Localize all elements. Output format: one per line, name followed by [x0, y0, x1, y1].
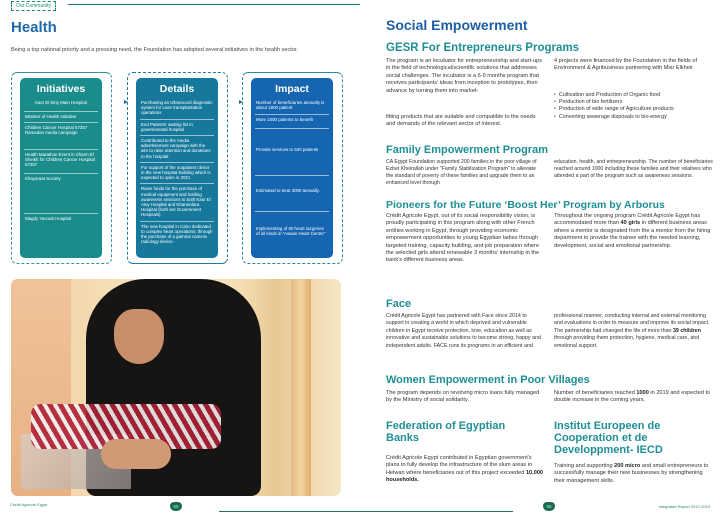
- gesr-text-3: 4 projects were financed by the Foundation in the fields of Environment & Agribusiness partnering with Misr Elkheir: [554, 58, 698, 72]
- bullet-item: • Converting sewerage disposals to bio-energy: [554, 114, 714, 121]
- column-item: The new hospital in Cairo dedicated to complex heart operations; through the purchase of a gamma camera radiology device.: [141, 223, 213, 245]
- text-run: through providing them protection, hygiene, medical care, and emotional support.: [554, 335, 700, 349]
- women-text-1: The program depends on revolving micro loans fully managed by the Ministry of social solidarity.: [386, 390, 540, 404]
- text-run: Training and supporting: [554, 463, 615, 469]
- photo-hands: [101, 439, 171, 469]
- text-run: in different business areas where a mentor is designated from the a mentor from the hiring department to provide the trainee with the needed learning, development, social and emotional partnership.: [554, 220, 711, 249]
- column-item: Minister of Health Initiative: [24, 112, 98, 123]
- impact-column: [251, 78, 333, 258]
- photo-face: [114, 309, 164, 364]
- gesr-bullet-list: [554, 92, 714, 121]
- text-run: Number of beneficiaries reached: [554, 390, 637, 396]
- health-intro: Being a top national priority and a pressing need, the Foundation has adopted several initiatives in the health sector.: [11, 47, 299, 53]
- family-text-1: CA Egypt Foundation supported 200 families in the poor village of Ezbet Kheirallah under "Family Stabilization Program" to alleviate the standard of poverty of these families and upgrade them to an enhanced level through: [386, 159, 537, 186]
- social-empowerment-title: Social Empowerment: [386, 17, 528, 33]
- footer-report-label: Integrated Report 2017-2019: [658, 504, 710, 509]
- right-page-number: 66: [543, 502, 555, 511]
- family-heading: Family Empowerment Program: [386, 144, 548, 156]
- family-text-2: education, health, and entrepreneurship. The number of beneficiaries reached around 1000 including these families and their relatives who attended a part of the program such as awareness sessions.: [554, 159, 713, 179]
- column-item: Magdy Yacoub Hospital: [25, 216, 71, 221]
- bullet-item: • Production of wide range of Agriculture products: [554, 106, 714, 113]
- column-item: Khayaraat Society: [24, 174, 98, 214]
- pioneers-text-1: Crédit Agricole Egypt, out of its social responsibility vision, is proudly participating in this program along with other French entities working in Egypt, through providing economic empowerment opportunities to young Egyptian ladies through targeted training, capacity building, and job preparation where the selected girls attend renewable 3 months' internship in the bank's different business areas.: [386, 213, 540, 264]
- highlight-40-girls: 40 girls: [620, 220, 641, 227]
- arrow-right-icon: [124, 100, 128, 104]
- text-run: professional manner, conducting internal and external monitoring and evaluations in order to measure and improve its social impact. The partnership had changed the life of more than: [554, 313, 710, 334]
- details-column: [136, 78, 218, 258]
- iecd-text: [554, 463, 714, 485]
- column-item: Purchasing an Ultrasound diagnostic system for Liver transplantation operations: [140, 98, 214, 120]
- arrow-right-icon: [239, 100, 243, 104]
- face-text-1: Crédit Agricole Egypt has partnered with Face since 2014 to support in creating a world in which deprived and vulnerable children in Egypt receive protection, love, education as well as innovative and sustainable solutions to become strong, happy and independent adults. FACE runs its programs in an efficient and: [386, 313, 541, 349]
- gesr-text-1: The program is an incubator for entrepreneurship and start-ups in the field of technological/scientific solutions that addresses social challenges. The incubator is a 6-9 months program that receives participants' ideas from inception to prototypes, then advance by turning them into market-: [386, 58, 543, 94]
- column-item: End Patients' waiting list in governmental hospital: [140, 120, 214, 136]
- highlight-1000: 1000: [636, 390, 649, 396]
- column-item: Kasr El Einy Main Hospital: [24, 98, 98, 112]
- text-run: and small entrepreneurs to successfully manage their new businesses by strengthening their management skills.: [554, 463, 709, 484]
- pioneers-text-2: [554, 213, 714, 250]
- highlight-200-micro: 200 micro: [614, 463, 641, 469]
- health-title: Health: [11, 19, 57, 36]
- federation-text: [386, 455, 544, 485]
- text-run: in 2019 and expected to double increase in the coming years.: [554, 390, 711, 404]
- gesr-text-2: fitting products that are suitable and compatible to the needs and demands of the relevant sector of interest.: [386, 114, 536, 128]
- column-item: Number of beneficiaries annually is about 1800 patient: [255, 98, 329, 115]
- header-divider: [68, 4, 360, 5]
- text-run: Crédit Agricole Egypt contributed in Egyptian government's plans to fully develop the infrastructure of the slum areas in Helwan where beneficiaries out of this project exceeded: [386, 455, 533, 476]
- pioneers-heading: Pioneers for the Future ‘Boost Her’ Program by Arborus: [386, 199, 665, 211]
- column-title: Initiatives: [36, 83, 86, 95]
- iecd-heading: Institut Europeen de Cooperation et de Developpment- IECD: [554, 420, 663, 456]
- bullet-item: • Cultivation and Production of Organic food: [554, 92, 714, 99]
- federation-heading: Federation of Egyptian Banks: [386, 420, 506, 444]
- face-heading: Face: [386, 298, 412, 310]
- column-title: Details: [159, 83, 195, 95]
- column-item: Implementing of 80 heart surgeries of all kinds in "Aswan Heart Centre": [256, 226, 326, 237]
- column-item: Provide services to 500 patients: [255, 129, 329, 176]
- bullet-item: • Production of bio fertilizers: [554, 99, 714, 106]
- footer-brand: Crédit Agricole Egypt: [10, 502, 48, 507]
- column-item: Health Marathon Event in Sharm El Sheikh for Children Cancer Hospital 57357: [24, 150, 98, 174]
- text-run: Throughout the ongoing program Crédit Agricole Egypt has accommodated more than: [554, 213, 701, 227]
- initiatives-column: [20, 78, 102, 258]
- highlight-10000-households: 10,000 households.: [386, 469, 544, 484]
- column-item: More 1000 patients to benefit: [255, 115, 329, 129]
- column-item: Estimated to treat 3000 annually.: [255, 176, 329, 212]
- weaving-photo: [11, 279, 341, 496]
- footer-divider: [219, 511, 513, 512]
- women-heading: Women Empowerment in Poor Villages: [386, 374, 590, 386]
- photo-loom-post: [291, 279, 311, 496]
- left-page-number: 65: [170, 502, 182, 511]
- column-title: Impact: [275, 83, 309, 95]
- highlight-39-children: 39 children: [672, 327, 701, 334]
- section-tag: Our Community: [11, 1, 56, 11]
- women-text-2: [554, 390, 714, 405]
- column-item: For support of the outpatient clinics in the new hospital building which is expected to open in 2021: [140, 163, 214, 185]
- column-item: Raise funds for the purchase of medical equipment and holding awareness sessions to both Kasr El Ainy Hospital and Khanerdara Hospital (both are Government Hospitals): [140, 184, 214, 221]
- face-text-2: [554, 313, 714, 350]
- gesr-heading: GESR For Entrepreneurs Programs: [386, 42, 579, 54]
- column-item: Contributed to the media advertisement campaign with the aim to raise attention and donations to the hospital: [140, 136, 214, 163]
- column-item: Children Cancer Hospital 57357 Ramadan media campaign: [24, 123, 98, 150]
